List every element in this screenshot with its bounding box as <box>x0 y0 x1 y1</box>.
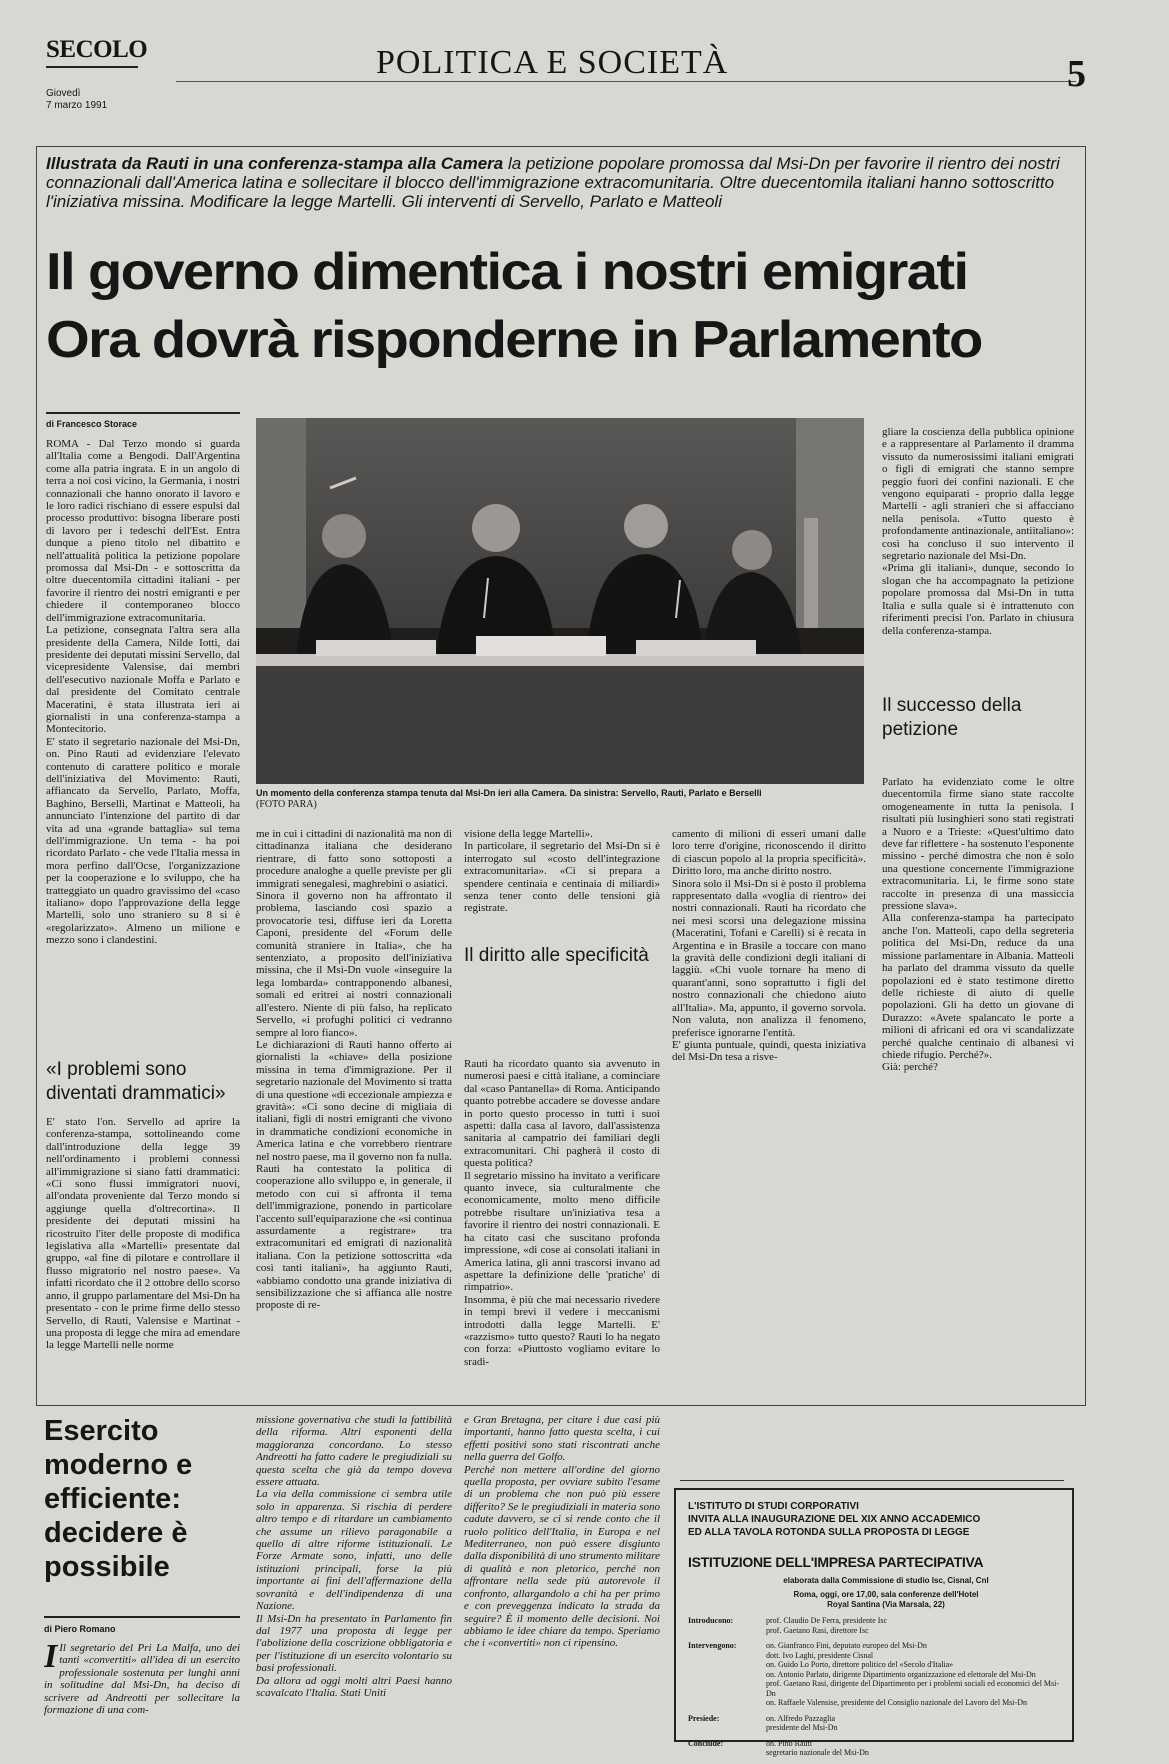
ad-program-row <box>688 1616 1064 1635</box>
ad-venue: Roma, oggi, ore 17,00, sala conferenze dell'Hotel Royal Santina (Via Marsala, 22) <box>793 1590 979 1609</box>
article-column-1: ROMA - Dal Terzo mondo si guarda all'Italia come a Bengodi. Dall'Argentina come alla patria ingrata. E in un angolo di terra a noi così vicino, la Germania, i nostri connazionali che hanno onorato il lavoro e le loro radici rischiano di essere espulsi dal processo produttivo: bisogna liberare posti di lavoro per i tedeschi dell'Est. Entra dunque a pieno titolo nel dibattito e nell'attualità politica la petizione popolare promossa dal Msi-Dn - e sottoscritta da oltre duecentomila cittadini italiani - per favorire il rientro dei nostri emigranti e per chiedere il contemporaneo blocco dell'immigrazione extracomunitaria. La petizione, consegnata l'altra sera alla presidente della Camera, Nilde Iotti, dai presidente dei deputati missini Servello, dal vicepresidente Valensise, dai membri dell'esecutivo nazionale Moffa e Parlato e dal presidente del Comitato centrale Maceratini, è stata illustrata ieri ai giornalisti in una conferenza-stampa a Montecitorio. E' stato il segretario nazionale del Msi-Dn, on. Pino Rauti ad evidenziare l'elevato contenuto di carattere politico e morale dell'iniziativa del Movimento: Rauti, affiancato da Servello, Parlato, Moffa, Baghino, Berselli, Martinat e Matteoli, ha annunciato l'intenzione del partito di dar vita ad una «grande battaglia» sul tema dell'immigrazione. Un tema - ha poi ricordato Parlato - che vede l'Italia messa in mora perfino dall'Ocse, l'organizzazione per la cooperazione e lo sviluppo, che ha tratteggiato un quadro gravissimo del «caso italiano» dopo l'approvazione della legge Martelli, solo uno straniero su 8 si è «regolarizzato». Almeno un milione e mezzo sono i clandestini. <box>46 438 240 947</box>
kicker-text: la petizione popolare promossa dal Msi-Dn per favorire il rientro dei nostri connazionali dall'America latina e sollecitare il blocco dell'immigrazione extracomunitaria. Oltre duecentomila italiani hanno sottoscritto l'iniziativa missina. Modificare la legge Martelli. Gli interventi di Servello, Parlato e Matteoli <box>46 154 1060 211</box>
article-column-2: me in cui i cittadini di nazionalità ma non di cittadinanza italiana che desiderano rientrare, di fatto sono sottoposti a procedure analoghe a quelle previste per gli immigrati senegalesi, maghrebini o asiatici. Sinora il governo non ha affrontato il problema, lasciando così spazio a provocatorie tesi, diffuse ieri da Loretta Caponi, presidente del «Forum delle comunità straniere in Italia», che ha sentenziato, a proposito dell'iniziativa missina, che il Msi-Dn vuole «inseguire la lega lombarda» contrapponendo albanesi, somali ed eritrei ai nostri connazionali all'estero. Niente di più falso, ha replicato Servello, «i profughi politici ci vedranno sempre al loro fianco». Le dichiarazioni di Rauti hanno offerto ai giornalisti la «chiave» della posizione missina in tema d'immigrazione. Per il segretario nazionale del Movimento si tratta di una questione «di eccezionale ampiezza e gravità»: «Ci sono decine di migliaia di italiani, figli di nostri emigranti che vivono in drammatiche condizioni economiche in America latina e che vorrebbero rientrare nel nostro paese, ma il governo non fa nulla. Rauti ha contestato la politica di cooperazione allo sviluppo e, in generale, il metodo con cui si affronta il tema dell'immigrazione, ponendo in particolare l'accento sull'equiparazione che «si continua assurdamente a registrare» tra extracomunitari ed emigrati di nazionalità italiana. Con la petizione sottoscritta «da così tanti italiani», ha aggiunto Rauti, «abbiamo condotto una grande iniziativa di sensibilizzazione che si affianca alle nostre proposte di re- <box>256 828 452 1312</box>
drop-cap: I <box>44 1642 58 1675</box>
second-article-column-1-text: Il segretario del Pri La Malfa, uno dei tanti «convertiti» all'idea di un esercito professionale sostenuta per lunghi anni in solitudine dal Msi-Dn, ha deciso di scrivere ad Andreotti per sollecitare la formazione di una com- <box>44 1642 240 1717</box>
logo-underline <box>46 66 138 68</box>
photo-caption <box>256 788 864 810</box>
article-column-5a: gliare la coscienza della pubblica opinione e a rappresentare al Parlamento il dramma vissuto da numerosissimi italiani emigrati o figli di emigrati che stanno sempre peggio fuori dei confini nazionali. E che vengono equiparati - proprio dalla legge Martelli - agli stranieri che si affacciano nella penisola. «Tutto questo è profondamente antinazionale, antiitaliano»: così ha concluso il suo intervento il segretario nazionale del Msi-Dn. «Prima gli italiani», dunque, secondo lo slogan che ha accompagnato la petizione popolare promossa dal Msi-Dn in tutta Italia e sulla quale si è intrattenuto con riferimenti precisi l'on. Parlato in chiusura della conferenza-stampa. <box>882 426 1074 637</box>
byline-rule <box>46 412 240 414</box>
photo-image <box>256 418 864 784</box>
ad-subtitle: elaborata dalla Commissione di studio Isc, Cisnal, Cnl <box>783 1576 989 1585</box>
photo-credit: (FOTO PARA) <box>256 799 317 810</box>
issue-weekday: Giovedì <box>46 88 81 99</box>
page-number: 5 <box>1067 53 1086 95</box>
ad-top-rule <box>680 1480 1064 1481</box>
article-column-5b: Parlato ha evidenziato come le oltre duecentomila firme siano state raccolte omogeneamente in tutta la penisola. I risultati più lusinghieri sono stati registrati a Nuoro e a Trieste: «Quest'ultimo dato deve far riflettere - ha sostenuto l'esponente missino - perché dimostra che non è solo una questione concernente l'immigrazione extracomunitaria. Li, le firme sono state raccolte in presenza di una massiccia pressione slava». Alla conferenza-stampa ha partecipato anche l'on. Matteoli, capo della segreteria politica del Msi-Dn, reduce da una missione parlamentare in Albania. Matteoli ha parlato del dramma vissuto da quelle popolazioni ed è stato testimone diretto delle richieste di aiuto di quelle popolazioni. Gli ha detto un giovane di Durazzo: «Avete spalancato le porte a milioni di africani ed ora vi scandalizzate perché qualche centinaio di albanesi vi chiede rifugio. Perché?». Già: perché? <box>882 776 1074 1074</box>
ad-program-label: Intervengono: <box>688 1641 737 1650</box>
ad-program-row <box>688 1714 1064 1733</box>
ad-program <box>688 1616 1064 1764</box>
event-advertisement <box>674 1488 1074 1757</box>
article-column-1b: E' stato l'on. Servello ad aprire la conferenza-stampa, sottolineando come dall'introduzione della legge 39 nell'ordinamento i problemi connessi all'immigrazione si siano fatti drammatici: «Ci sono flussi immigratori nuovi, all'ondata proveniente dal Terzo mondo si aggiunge quella d'oltrecortina». Il presidente dei deputati missini ha ricostruito l'iter delle proposte di modifica legislativa alla «Martelli» presentate dal gruppo, «al fine di pilotare e controllare il flusso migratorio nel nostro paese». Va infatti ricordato che il 2 ottobre dello scorso anno, il gruppo parlamentare del Msi-Dn ha presentato - con le prime firme dello stesso Servello, di Rauti, Valensise e Martinat - una proposta di legge che mira ad emendare la legge Martelli nelle norme <box>46 1116 240 1352</box>
press-conference-photo <box>256 418 864 784</box>
ad-title: ISTITUZIONE DELL'IMPRESA PARTECIPATIVA <box>688 1554 984 1570</box>
second-article-title: Esercito moderno e efficiente: decidere è possibile <box>44 1415 193 1583</box>
article-column-3a: visione della legge Martelli». In particolare, il segretario del Msi-Dn si è interrogato sul «costo dell'integrazione extracomunitaria». «Ci si prepara a spendere centinaia e centinaia di miliardi» senza tener conto delle tensioni già registrate. <box>464 828 660 915</box>
ad-program-row <box>688 1739 1064 1758</box>
second-article-byline: di Piero Romano <box>44 1624 116 1634</box>
article-kicker <box>46 154 1066 211</box>
subhead-diritto: Il diritto alle specificità <box>464 945 649 966</box>
article-headline <box>46 238 1158 374</box>
section-title: POLITICA E SOCIETÀ <box>376 44 729 81</box>
second-byline-rule <box>44 1616 240 1618</box>
ad-header <box>688 1500 1060 1539</box>
issue-date <box>46 88 107 112</box>
ad-program-label: Presiede: <box>688 1713 720 1723</box>
article-byline: di Francesco Storace <box>46 419 138 429</box>
ad-program-label: Conclude: <box>688 1738 724 1748</box>
ad-line-1: L'ISTITUTO DI STUDI CORPORATIVI <box>688 1501 859 1512</box>
subhead-successo: Il successo della petizione <box>882 695 1022 740</box>
ad-line-3: ED ALLA TAVOLA ROTONDA SULLA PROPOSTA DI LEGGE <box>688 1527 970 1538</box>
newspaper-logo: SECOLO <box>46 36 148 63</box>
second-article-column-1 <box>44 1642 240 1742</box>
headline-line-2: Ora dovrà risponderne in Parlamento <box>46 311 982 369</box>
photo-caption-text: Un momento della conferenza stampa tenuta dal Msi-Dn ieri alla Camera. Da sinistra: Servello, Rauti, Parlato e Berselli <box>256 788 762 798</box>
issue-date-value: 7 marzo 1991 <box>46 100 108 111</box>
kicker-lead: Illustrata da Rauti in una conferenza-stampa alla Camera <box>46 154 504 173</box>
headline-line-1: Il governo dimentica i nostri emigrati <box>46 243 968 301</box>
ad-program-value: on. Pino Rauti segretario nazionale del Msi-Dn <box>766 1738 869 1757</box>
subhead-problemi: «I problemi sono diventati drammatici» <box>46 1059 226 1104</box>
ad-program-value: prof. Claudio De Ferra, presidente Isc prof. Gaetano Rasi, direttore Isc <box>766 1616 888 1635</box>
ad-program-label: Introducono: <box>688 1616 734 1625</box>
ad-program-value: on. Alfredo Pazzaglia presidente del Msi-Dn <box>766 1713 838 1732</box>
ad-program-row <box>688 1641 1064 1708</box>
ad-program-value: on. Gianfranco Fini, deputato europeo del Msi-Dn dott. Ivo Laghi, presidente Cisnal on. Guido Lo Porto, direttore politico del «Secolo d'Italia» on. Antonio Parlato, dirigente Dipartimento organizzazione ed elettorale del Msi-Dn prof. Gaetano Rasi, dirigente del Dipartimento per i problemi sociali ed economici del Msi-Dn on. Raffaele Valensise, presidente del Consiglio nazionale del Lavoro del Msi-Dn <box>766 1641 1060 1707</box>
article-column-4: camento di milioni di esseri umani dalle loro terre d'origine, riconoscendo il diritto di ciascun popolo al la propria specificità». Diritto loro, ma anche diritto nostro. Sinora solo il Msi-Dn si è posto il problema rappresentato dalla «voglia di rientro» dei nostri connazionali. Rauti ha ricordato che nei mesi scorsi una delegazione missina (Maceratini, Tofani e Carelli) si è recata in Argentina e in Brasile a toccare con mano la gravità delle condizioni degli italiani di laggiù. «Chi vuole tornare ha meno di quarant'anni, sono soprattutto i figli del nostro connazionali che chiedono aiuto all'Italia». Ma, appunto, il governo sorvola. Non valuta, non analizza il fenomeno, preferisce ignorarne l'entità. E' giunta puntuale, quindi, questa iniziativa del Msi-Dn tesa a risve- <box>672 828 866 1064</box>
ad-line-2: INVITA ALLA INAUGURAZIONE DEL XIX ANNO ACCADEMICO <box>688 1514 981 1525</box>
second-article-column-2: missione governativa che studi la fattibilità della riforma. Altri esponenti della maggioranza concordano. Lo stesso Andreotti ha fatto cadere le pregiudiziali su questa scelta che già da tempo doveva essere attuata. La via della commissione ci sembra utile solo in apparenza. Si rischia di perdere altro tempo e di ritardare un cambiamento che assume un rilievo paragonabile a quello di altre riforme istituzionali. Le Forze Armate sono, infatti, uno delle istituzioni principali, forse la più importante ai fini dell'affermazione della sovranità e dell'indipendenza di una Nazione. Il Msi-Dn ha presentato in Parlamento fin dal 1977 una proposta di legge per l'abolizione della coscrizione obbligatoria e per l'istituzione di un esercito volontario su basi professionali. Da allora ad oggi molti altri Paesi hanno scavalcato l'Italia. Stati Uniti <box>256 1414 452 1699</box>
second-article-column-3: e Gran Bretagna, per citare i due casi più importanti, hanno fatto questa scelta, i cui effetti positivi sono stati riscontrati anche nella guerra del Golfo. Perché non mettere all'ordine del giorno quella proposta, per ovviare subito l'esame di un problema che non può più essere differito? Se le pregiudiziali in materia sono cadute davvero, se ci si rende conto che il ruolo politico dell'Italia, in Europa e nel Mediterraneo, non può essere disgiunto dalla disponibilità di uno strumento militare di qualità e non pletorico, perché non affrontare nella sede più autorevole il confronto, allargandolo a chi ha per primo e con preveggenza indicato la strada da seguire? È il momento delle decisioni. Noi abbiamo le idee chiare da tempo. Speriamo che i «convertiti» non ci ripensino. <box>464 1414 660 1650</box>
article-column-3b: Rauti ha ricordato quanto sia avvenuto in numerosi paesi e città italiane, a cominciare dal «caso Pantanella» di Roma. Anticipando quanto potrebbe accadere se dovesse andare in porto questo processo in tutti i suoi aspetti: dalla casa al lavoro, dall'assistenza sanitaria al campatrio dei familiari degli extracomunitari. Chi pagherà il costo di questa politica? Il segretario missino ha invitato a verificare quanto invece, sia culturalmente che economicamente, molto meno difficile potrebbe risultare un'iniziativa tesa a favorire il rientro dei nostri connazionali. E ha citato casi che suscitano profonda impressione, «di cose ai consolati italiani in America latina, gli anni trascorsi invano ad aspettare la definizione delle 'pratiche' di rimpatrio». Insomma, è più che mai necessario rivedere in tempi brevi il vedere i meccanismi introdotti dalla legge Martelli. E' «razzismo» tutto questo? Rauti lo ha negato con forza: «Piuttosto vogliamo evitare lo sradi- <box>464 1058 660 1368</box>
masthead <box>46 36 1086 111</box>
